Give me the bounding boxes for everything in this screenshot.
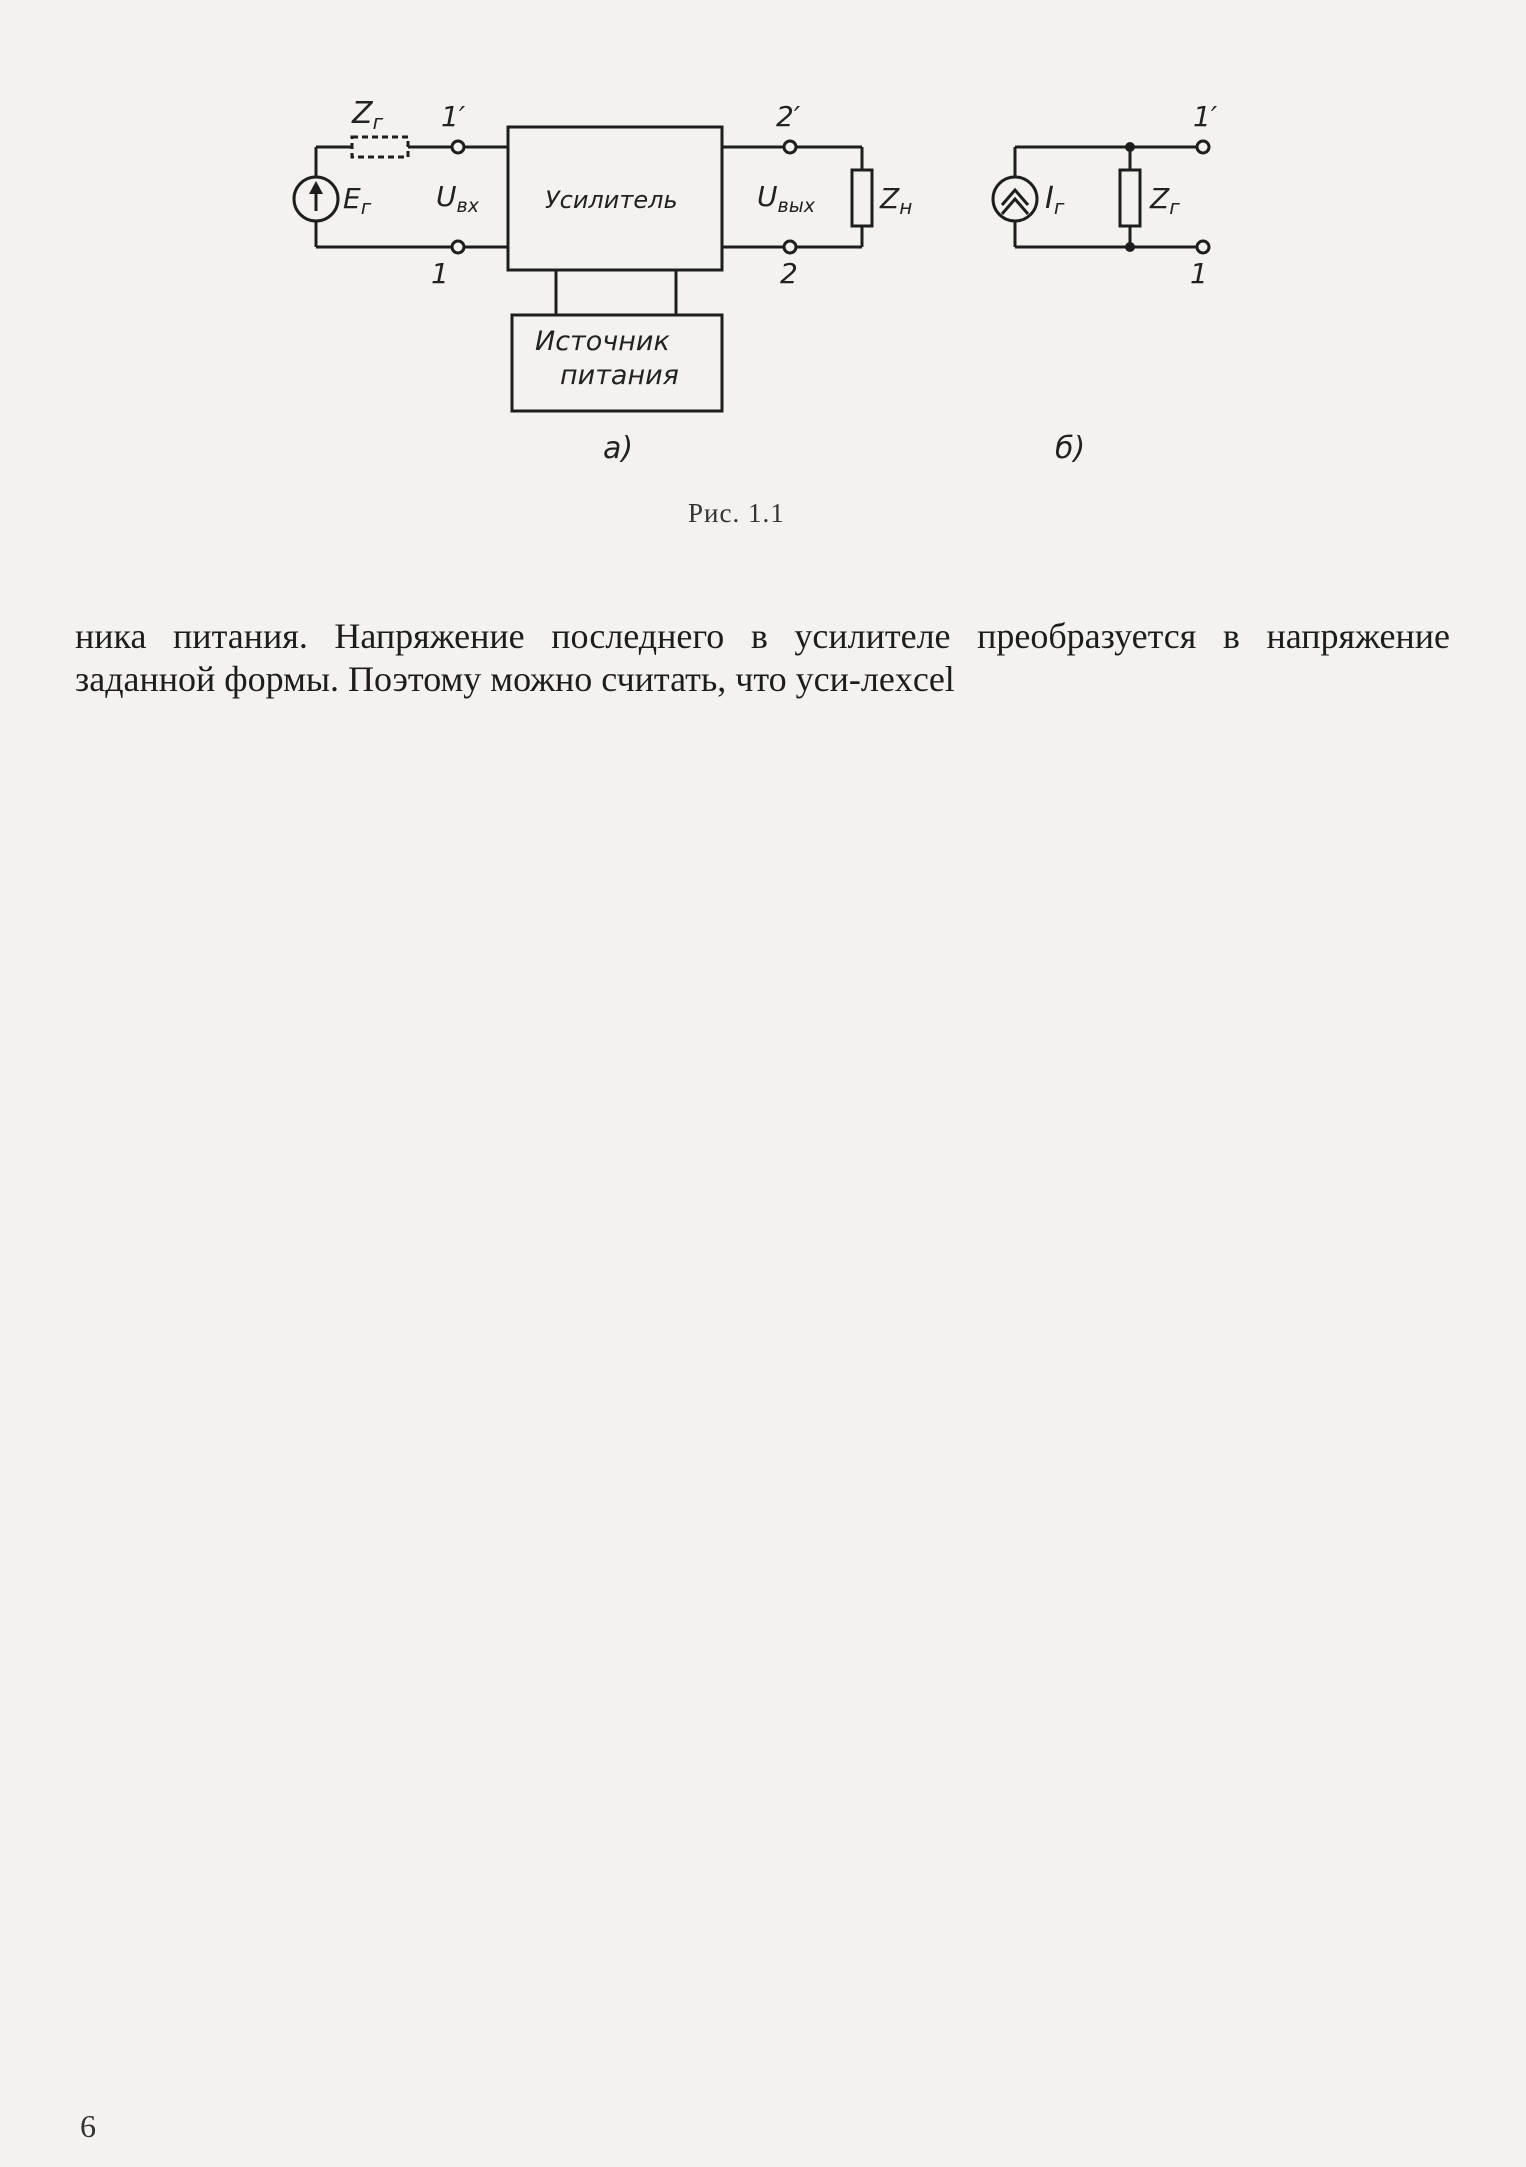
caption-b: б) [1055,431,1086,466]
terminal-1-label: 1 [431,257,449,290]
junction-dot [1125,142,1135,152]
b-terminal-1-prime [1197,141,1209,153]
internal-impedance-label: $Z_г$ [1150,182,1180,219]
input-voltage-label: $U_{вх}$ [436,180,479,217]
power-supply-label-line2: питания [560,360,679,391]
terminal-1 [452,241,464,253]
amplifier-label: Усилитель [545,186,678,214]
internal-impedance-resistor [1120,170,1140,226]
paragraph-1: ника питания. Напряжение последнего в усилителе преобразуется в напряжение заданной формы. Поэтому можно считать, что уси-лexcel [75,616,1450,700]
page-number: 6 [80,2108,96,2144]
source-impedance-resistor [352,137,408,157]
terminal-1-prime-label: 1′ [441,100,466,133]
b-terminal-1 [1197,241,1209,253]
source-impedance-label: $Z_г$ [352,96,384,134]
current-source-label: $I_г$ [1045,181,1065,219]
load-impedance-label: $Z_н$ [880,182,913,219]
output-voltage-label: $U_{вых}$ [757,180,815,217]
terminal-2 [784,241,796,253]
b-terminal-1-prime-label: 1′ [1193,100,1218,133]
terminal-1-prime [452,141,464,153]
b-terminal-1-label: 1 [1190,257,1208,290]
caption-a: а) [603,431,634,466]
junction-dot [1125,242,1135,252]
terminal-2-prime [784,141,796,153]
power-supply-label-line1: Источник [535,326,670,357]
figure-caption: Рис. 1.1 [688,498,785,528]
circuit-diagram [0,0,1526,560]
figure-1-1 [0,0,1526,560]
body-text [75,615,1450,702]
terminal-2-label: 2 [780,257,798,290]
terminal-2-prime-label: 2′ [776,100,801,133]
load-resistor [852,170,872,226]
source-emf-label: $E_г$ [343,182,372,219]
